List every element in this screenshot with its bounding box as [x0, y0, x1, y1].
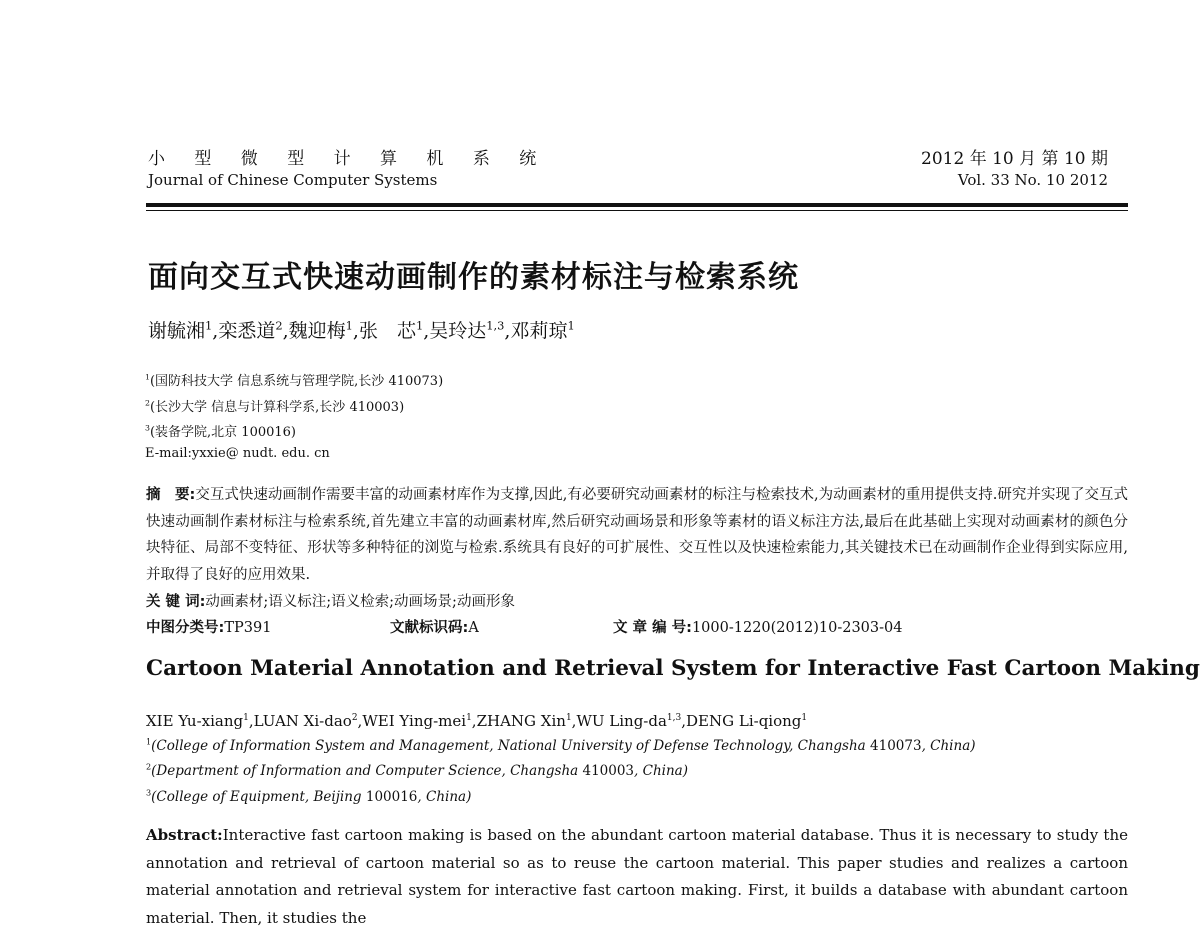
volume-info: Vol. 33 No. 10 2012 — [957, 171, 1108, 189]
paper-title-cn: 面向交互式快速动画制作的素材标注与检索系统 — [148, 260, 799, 295]
clc-code — [146, 616, 271, 637]
author-cn: 魏迎梅 — [288, 320, 346, 342]
author-cn: 栾悉道 — [218, 320, 276, 342]
author-sup: 1 — [801, 713, 808, 723]
affiliation-tail: , China) — [921, 738, 976, 754]
affiliation-text: (国防科技大学 信息系统与管理学院,长沙 410073) — [149, 374, 444, 389]
doc-code — [390, 616, 479, 637]
author-cn: 张 芯 — [358, 320, 416, 342]
author-en: XIE Yu-xiang — [146, 712, 244, 730]
author-sup: 1 — [205, 318, 213, 333]
author-cn: 谢毓湘 — [148, 320, 206, 342]
abstract-cn — [146, 482, 1128, 588]
affiliation-cn-2 — [145, 396, 404, 415]
author-sup: 1 — [567, 318, 575, 333]
affiliation-sup: 2 — [146, 761, 152, 772]
author-en: LUAN Xi-dao — [253, 712, 352, 730]
author-sup: 1 — [243, 713, 249, 723]
affiliation-text: (College of Information System and Management, National University of Defense Technology, Changsha — [151, 738, 866, 754]
affiliation-sup: 2 — [145, 398, 150, 408]
author-en: WU Ling-da — [576, 712, 667, 730]
article-no-label: 文 章 编 号: — [613, 620, 692, 636]
author-sup: 1,3 — [666, 713, 682, 723]
article-no-value: 1000-1220(2012)10-2303-04 — [691, 620, 903, 636]
abstract-cn-label: 摘 要: — [146, 487, 196, 503]
author-list-en: XIE Yu-xiang$^1$,LUAN Xi-dao$^2$,WEI Ying-mei$^1$,ZHANG Xin$^1$,WU Ling-da$^{1,3}$,DENG Li-qiong$^1$ — [146, 712, 808, 730]
affiliation-text: (College of Equipment, Beijing — [151, 789, 362, 805]
issue-date: 2012 年 10 月 第 10 期 — [921, 149, 1108, 169]
author-en: WEI Ying-mei — [362, 712, 467, 730]
author-sup: 2 — [275, 318, 283, 333]
author-sup: 1,3 — [486, 318, 505, 333]
affiliation-en-3 — [146, 789, 471, 805]
affiliation-tail: , China) — [417, 789, 472, 805]
author-sup: 1 — [345, 318, 353, 333]
classification-row — [146, 616, 1128, 640]
postal-code: 100016 — [365, 789, 418, 805]
author-sup: 1 — [565, 713, 572, 723]
abstract-cn-text: 交互式快速动画制作需要丰富的动画素材库作为支撑,因此,有必要研究动画素材的标注与检索技术,为动画素材的重用提供支持.研究并实现了交互式快速动画制作素材标注与检索系统,首先建立丰富的动画素材库,然后研究动画场景和形象等素材的语义标注方法,最后在此基础上实现对动画素材的颜色分块特征、局部不变特征、形状等多种特征的浏览与检索.系统具有良好的可扩展性、交互性以及快速检索能力,其关键技术已在动画制作企业得到实际应用,并取得了良好的应用效果. — [146, 487, 1128, 583]
doc-code-label: 文献标识码: — [390, 620, 469, 636]
journal-name-cn: 小 型 微 型 计 算 机 系 统 — [148, 149, 549, 169]
affiliation-cn-1 — [145, 370, 443, 389]
affiliation-sup: 3 — [146, 787, 152, 798]
paper-title-en: Cartoon Material Annotation and Retrieval System for Interactive Fast Cartoon Making — [146, 656, 1200, 681]
author-sup: 1 — [415, 318, 424, 333]
author-cn: 吴玲达 — [429, 320, 487, 342]
clc-label: 中图分类号: — [146, 620, 225, 636]
keywords-label: 关 键 词: — [146, 594, 206, 610]
doc-code-value: A — [468, 620, 479, 636]
author-cn: 邓莉琼 — [510, 320, 568, 342]
affiliation-sup: 3 — [145, 423, 150, 433]
affiliation-cn-3 — [145, 421, 296, 440]
postal-code: 410003 — [582, 763, 635, 779]
clc-value: TP391 — [224, 620, 272, 636]
abstract-en — [146, 822, 1128, 932]
article-number — [613, 616, 902, 637]
keywords-text: 动画素材;语义标注;语义检索;动画场景;动画形象 — [205, 594, 515, 610]
author-list-cn: 谢毓湘$^1$,栾悉道$^2$,魏迎梅$^1$,张 芯$^1$,吴玲达$^{1,3}$,邓莉琼$^1$ — [148, 318, 575, 342]
abstract-en-text: Interactive fast cartoon making is based on the abundant cartoon material database. Thus it is necessary to study the annotation and retrieval of cartoon material so as to reuse the cartoon material. This paper studies and realizes a cartoon material annotation and retrieval system for interactive fast cartoon making. First, it builds a database with abundant cartoon material. Then, it studies the — [146, 826, 1128, 927]
header-rule-thick — [146, 203, 1128, 207]
keywords — [146, 590, 515, 611]
postal-code: 410073 — [870, 738, 922, 754]
contact-email: E-mail:yxxie@ nudt. edu. cn — [145, 446, 330, 461]
affiliation-sup: 1 — [145, 372, 150, 382]
affiliation-en-1 — [146, 738, 976, 754]
author-en: ZHANG Xin — [476, 712, 566, 730]
affiliation-tail: , China) — [634, 763, 688, 779]
affiliation-text: (长沙大学 信息与计算科学系,长沙 410003) — [149, 400, 405, 415]
affiliation-sup: 1 — [146, 736, 152, 747]
author-sup: 1 — [466, 713, 472, 723]
author-sup: 2 — [351, 713, 358, 723]
affiliation-en-2 — [146, 763, 688, 779]
journal-name-en: Journal of Chinese Computer Systems — [148, 171, 438, 189]
affiliation-text: (Department of Information and Computer Science, Changsha — [151, 763, 579, 779]
header-rule-thin — [146, 210, 1128, 211]
abstract-en-label: Abstract: — [146, 826, 223, 844]
author-en: DENG Li-qiong — [686, 712, 802, 730]
affiliation-text: (装备学院,北京 100016) — [149, 425, 297, 440]
